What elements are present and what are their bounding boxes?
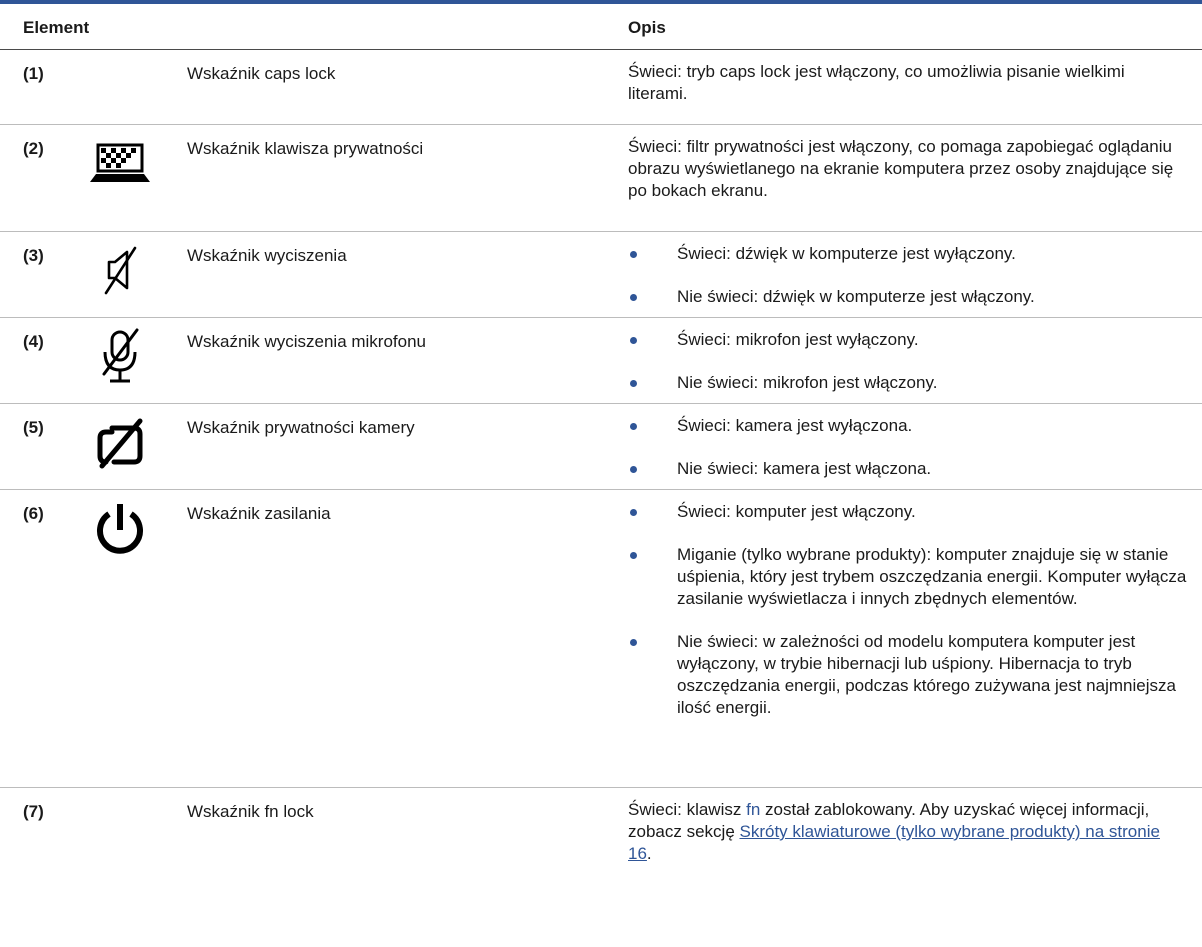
bullet-item: Miganie (tylko wybrane produkty): komputer znajduje się w stanie uśpienia, który jest trybem oszczędzania energii. Komputer wyłącza zasilanie wyświetlacza i innych zbędnych elementów.: [628, 544, 1188, 610]
bullet-item: Nie świeci: w zależności od modelu komputera komputer jest wyłączony, w trybie hibernacji lub uśpiony. Hibernacja to tryb oszczędzania energii, podczas którego zużywana jest najmniejsza ilość energii.: [628, 631, 1188, 719]
bullet-dot: [630, 380, 637, 387]
row-name: Wskaźnik wyciszenia mikrofonu: [187, 332, 427, 351]
table-row: [0, 125, 1202, 232]
row-description: [628, 501, 1188, 740]
power-icon: [80, 500, 160, 560]
table-row: [0, 404, 1202, 490]
privacy-screen-icon: [80, 138, 160, 188]
row-name: Wskaźnik caps lock: [187, 64, 336, 83]
bullet-dot: [630, 294, 637, 301]
row-number: (7): [23, 802, 44, 821]
row-description: [628, 243, 1188, 329]
row-number: (6): [23, 504, 44, 523]
bullet-item: Świeci: mikrofon jest wyłączony.: [628, 329, 1188, 351]
bullet-item: Świeci: komputer jest włączony.: [628, 501, 1188, 523]
bullet-item: Nie świeci: kamera jest włączona.: [628, 458, 1188, 480]
table-row: [0, 50, 1202, 125]
row-number: (3): [23, 246, 44, 265]
header-element: Element: [23, 18, 90, 37]
row-name: Wskaźnik wyciszenia: [187, 246, 347, 265]
row-description: Świeci: tryb caps lock jest włączony, co umożliwia pisanie wielkimi literami.: [628, 62, 1125, 103]
row-name: Wskaźnik prywatności kamery: [187, 418, 415, 437]
bullet-item: Nie świeci: mikrofon jest włączony.: [628, 372, 1188, 394]
table-header: [0, 4, 1202, 50]
bullet-dot: [630, 251, 637, 258]
row-description: Świeci: klawisz fn został zablokowany. Aby uzyskać więcej informacji, zobacz sekcję Skróty klawiaturowe (tylko wybrane produkty) na stronie 16.: [628, 800, 1160, 863]
bullet-dot: [630, 552, 637, 559]
microphone-mute-icon: [80, 326, 160, 386]
bullet-item: Świeci: kamera jest wyłączona.: [628, 415, 1188, 437]
bullet-item: Nie świeci: dźwięk w komputerze jest włączony.: [628, 286, 1188, 308]
table-row: [0, 490, 1202, 788]
bullet-dot: [630, 423, 637, 430]
bullet-dot: [630, 337, 637, 344]
row-name: Wskaźnik fn lock: [187, 802, 314, 821]
bullet-dot: [630, 466, 637, 473]
table-row: [0, 318, 1202, 404]
row-number: (4): [23, 332, 44, 351]
row-number: (5): [23, 418, 44, 437]
row-description: Świeci: filtr prywatności jest włączony, co pomaga zapobiegać oglądaniu obrazu wyświetlanego na ekranie komputera przez osoby znajdujące się po bokach ekranu.: [628, 137, 1174, 200]
table-row: [0, 232, 1202, 318]
bullet-item: Świeci: dźwięk w komputerze jest wyłączony.: [628, 243, 1188, 265]
speaker-mute-icon: [80, 242, 160, 298]
table-row: [0, 788, 1202, 888]
header-description: Opis: [628, 18, 666, 37]
bullet-dot: [630, 639, 637, 646]
fn-key-label: fn: [746, 800, 761, 819]
row-description: [628, 329, 1188, 415]
row-name: Wskaźnik zasilania: [187, 504, 331, 523]
row-number: (2): [23, 139, 44, 158]
row-number: (1): [23, 64, 44, 83]
bullet-dot: [630, 509, 637, 516]
row-description: [628, 415, 1188, 501]
camera-off-icon: [80, 416, 160, 470]
keyboard-shortcuts-link[interactable]: Skróty klawiaturowe (tylko wybrane produkty) na stronie 16: [628, 822, 1160, 863]
row-name: Wskaźnik klawisza prywatności: [187, 139, 424, 158]
